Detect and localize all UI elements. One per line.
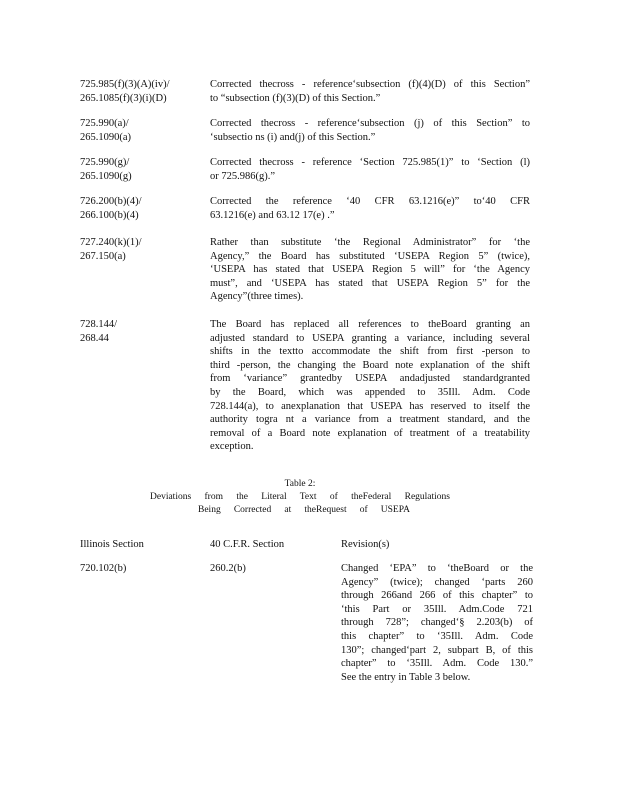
cfr-section-cell: 260.2(b): [210, 563, 246, 574]
description-line: adjusted standard to USEPA granting a variance, including several: [210, 332, 530, 344]
illinois-section-ref: [80, 117, 205, 144]
description-line: to “subsection (f)(3)(D) of this Section.”: [210, 92, 381, 104]
description-line: Corrected the reference ‘40 CFR 63.1216(e)” to‘40 CFR: [210, 196, 530, 207]
section-ref-line: 265.1085(f)(3)(i)(D): [80, 92, 167, 104]
revision-line: See the entry in Table 3 below.: [341, 671, 471, 683]
section-ref-line: 266.100(b)(4): [80, 209, 139, 221]
correction-description: [210, 78, 530, 105]
table-2-caption-line-1: Deviations from the Literal Text of theFederal Regulations: [150, 492, 450, 502]
description-line: authority togra nt a variance from a treatment standard, and the: [210, 414, 530, 426]
illinois-section-ref: [80, 236, 205, 263]
description-line: 63.1216(e) and 63.12 17(e) .”: [210, 209, 335, 221]
illinois-section-ref: [80, 78, 205, 105]
section-ref-line: 725.990(a)/: [80, 118, 129, 129]
revision-cell: [341, 562, 533, 684]
description-line: or 725.986(g).”: [210, 170, 276, 182]
section-ref-line: 267.150(a): [80, 250, 126, 262]
correction-description: [210, 195, 530, 222]
description-line: Rather than substitute ‘the Regional Administrator” for ‘the: [210, 237, 530, 248]
description-line: must”, and ‘USEPA has stated that USEPA Region 5” for the: [210, 277, 530, 289]
header-illinois-section: Illinois Section: [80, 539, 144, 550]
description-line: by the Board, which was appended to 35Ill. Adm. Code: [210, 386, 530, 398]
description-line: removal of a Board note explanation of treatment of a treatability: [210, 427, 530, 439]
section-ref-line: 728.144/: [80, 319, 118, 330]
illinois-section-ref: [80, 195, 205, 222]
illinois-section-ref: [80, 156, 205, 183]
section-ref-line: 725.990(g)/: [80, 157, 130, 168]
revision-line: through 728”; changed‘§ 2.203(b) of: [341, 617, 533, 629]
description-line: third -person, the changing the Board note explanation of the shift: [210, 359, 530, 371]
section-ref-line: 727.240(k)(1)/: [80, 237, 142, 248]
description-line: Corrected thecross - reference ‘Section 725.985(1)” to ‘Section (l): [210, 157, 530, 168]
section-ref-line: 725.985(f)(3)(A)(iv)/: [80, 79, 170, 90]
description-line: 728.144(a), to anexplanation that USEPA has reserved to itself the: [210, 400, 530, 412]
description-line: Agency,” the Board has substituted ‘USEPA Region 5” (twice),: [210, 250, 530, 262]
section-ref-line: 726.200(b)(4)/: [80, 196, 142, 207]
description-line: shifts in the textto accommodate the shift from first -person to: [210, 346, 530, 358]
section-ref-line: 265.1090(g): [80, 170, 132, 182]
description-line: ‘subsectio ns (i) and(j) of this Section.”: [210, 131, 376, 143]
table-2-caption-line-2: Being Corrected at theRequest of USEPA: [198, 505, 410, 515]
correction-description: [210, 318, 530, 454]
section-ref-line: 265.1090(a): [80, 131, 132, 143]
description-line: Agency”(three times).: [210, 291, 304, 303]
illinois-section-cell: 720.102(b): [80, 563, 127, 574]
revision-line: ‘this Part or 35Ill. Adm.Code 721: [341, 603, 533, 615]
description-line: The Board has replaced all references to theBoard granting an: [210, 319, 530, 330]
description-line: ‘USEPA has stated that USEPA Region 5 will” for ‘the Agency: [210, 264, 530, 276]
description-line: Corrected thecross - reference‘subsection (j) of this Section” to: [210, 118, 530, 129]
revision-line: 130”; changed‘part 2, subpart B, of this: [341, 644, 533, 656]
revision-line: Changed ‘EPA” to ‘theBoard or the: [341, 563, 533, 574]
revision-line: Agency” (twice); changed ‘parts 260: [341, 576, 533, 588]
section-ref-line: 268.44: [80, 332, 109, 344]
correction-description: [210, 236, 530, 304]
description-line: Corrected thecross - reference‘subsection (f)(4)(D) of this Section”: [210, 79, 530, 90]
header-revisions: Revision(s): [341, 539, 390, 550]
description-line: exception.: [210, 441, 254, 453]
revision-line: this chapter” to ‘35Ill. Adm. Code: [341, 630, 533, 642]
table-2-title: [150, 478, 450, 517]
description-line: from ‘variance” grantedby USEPA andadjusted standardgranted: [210, 373, 530, 385]
illinois-section-ref: [80, 318, 205, 345]
header-cfr-section: 40 C.F.R. Section: [210, 539, 285, 550]
table-2-number: Table 2:: [284, 479, 316, 489]
correction-description: [210, 156, 530, 183]
revision-line: through 266and 266 of this chapter” to: [341, 590, 533, 602]
correction-description: [210, 117, 530, 144]
revision-line: chapter” to ‘35Ill. Adm. Code 130.”: [341, 658, 533, 670]
